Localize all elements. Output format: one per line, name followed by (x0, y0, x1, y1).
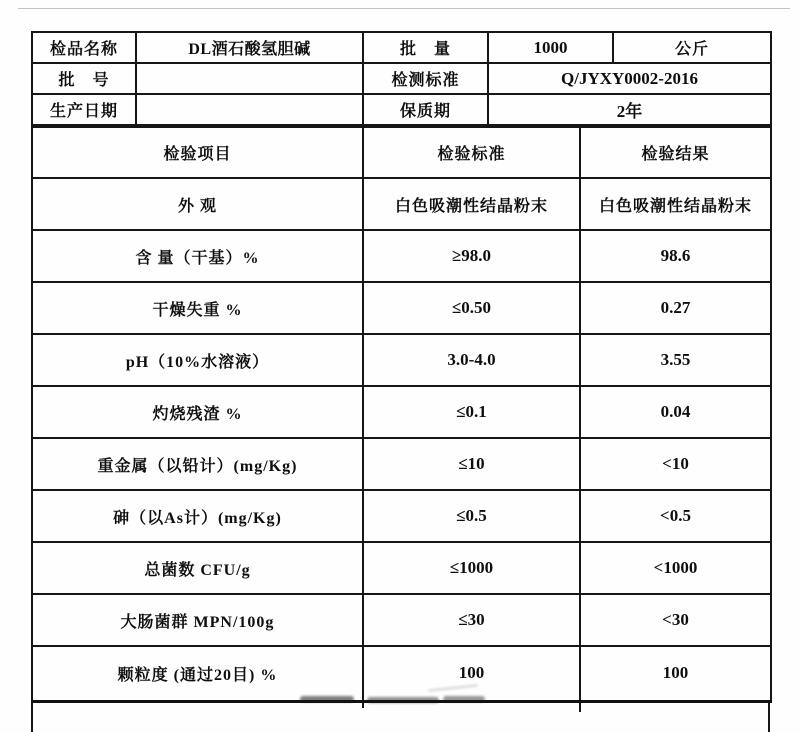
shelf-life-value: 2年 (488, 94, 771, 125)
batch-qty-label: 批 量 (363, 32, 488, 63)
batch-qty-unit: 公斤 (613, 32, 771, 63)
info-row-lot (32, 63, 771, 94)
standard-cell: ≤0.5 (363, 490, 580, 542)
result-cell: <1000 (580, 542, 771, 594)
result-cell: <10 (580, 438, 771, 490)
batch-qty-value: 1000 (488, 32, 613, 63)
lot-number-label: 批 号 (32, 63, 136, 94)
standard-cell: 3.0-4.0 (363, 334, 580, 386)
item-cell: 干燥失重 % (32, 282, 363, 334)
result-cell: 100 (580, 646, 771, 701)
standard-cell: 白色吸潮性结晶粉末 (363, 178, 580, 230)
table-row (32, 438, 771, 490)
column-header-result: 检验结果 (580, 127, 771, 178)
item-cell: 外 观 (32, 178, 363, 230)
inspection-certificate (31, 31, 770, 732)
column-header-item: 检验项目 (32, 127, 363, 178)
item-cell: 砷（以As计）(mg/Kg) (32, 490, 363, 542)
production-date-label: 生产日期 (32, 94, 136, 125)
table-row (32, 230, 771, 282)
product-info-table (31, 31, 772, 126)
result-cell: 98.6 (580, 230, 771, 282)
info-row-date (32, 94, 771, 125)
table-row (32, 542, 771, 594)
standard-cell: ≤1000 (363, 542, 580, 594)
test-standard-label: 检测标准 (363, 63, 488, 94)
ink-smudge-artifact (443, 696, 485, 702)
table-row (32, 646, 771, 701)
column-border-stub (579, 703, 581, 712)
table-header-row (32, 127, 771, 178)
standard-cell: ≤0.50 (363, 282, 580, 334)
result-cell: 0.27 (580, 282, 771, 334)
item-cell: 颗粒度 (通过20目) % (32, 646, 363, 701)
ink-smudge-artifact (300, 696, 354, 702)
item-cell: 大肠菌群 MPN/100g (32, 594, 363, 646)
table-row (32, 594, 771, 646)
table-row (32, 490, 771, 542)
standard-cell: ≤0.1 (363, 386, 580, 438)
standard-cell: 100 (363, 646, 580, 701)
column-border-stub (362, 703, 364, 708)
item-cell: 总菌数 CFU/g (32, 542, 363, 594)
result-cell: <0.5 (580, 490, 771, 542)
info-row-product (32, 32, 771, 63)
result-cell: 白色吸潮性结晶粉末 (580, 178, 771, 230)
cutoff-row (31, 703, 770, 732)
standard-cell: ≤30 (363, 594, 580, 646)
lot-number-value (136, 63, 363, 94)
production-date-value (136, 94, 363, 125)
item-cell: 灼烧残渣 % (32, 386, 363, 438)
item-cell: 重金属（以铅计）(mg/Kg) (32, 438, 363, 490)
product-name-label: 检品名称 (32, 32, 136, 63)
result-cell: <30 (580, 594, 771, 646)
standard-cell: ≥98.0 (363, 230, 580, 282)
ink-smudge-artifact (367, 697, 439, 703)
column-header-standard: 检验标准 (363, 127, 580, 178)
product-name-value: DL酒石酸氢胆碱 (136, 32, 363, 63)
test-standard-value: Q/JYXY0002-2016 (488, 63, 771, 94)
standard-cell: ≤10 (363, 438, 580, 490)
table-row (32, 178, 771, 230)
item-cell: pH（10%水溶液） (32, 334, 363, 386)
test-results-table (31, 126, 772, 703)
result-cell: 0.04 (580, 386, 771, 438)
table-row (32, 282, 771, 334)
result-cell: 3.55 (580, 334, 771, 386)
scan-artifact-line (18, 8, 790, 9)
shelf-life-label: 保质期 (363, 94, 488, 125)
item-cell: 含 量（干基）% (32, 230, 363, 282)
table-row (32, 334, 771, 386)
table-row (32, 386, 771, 438)
